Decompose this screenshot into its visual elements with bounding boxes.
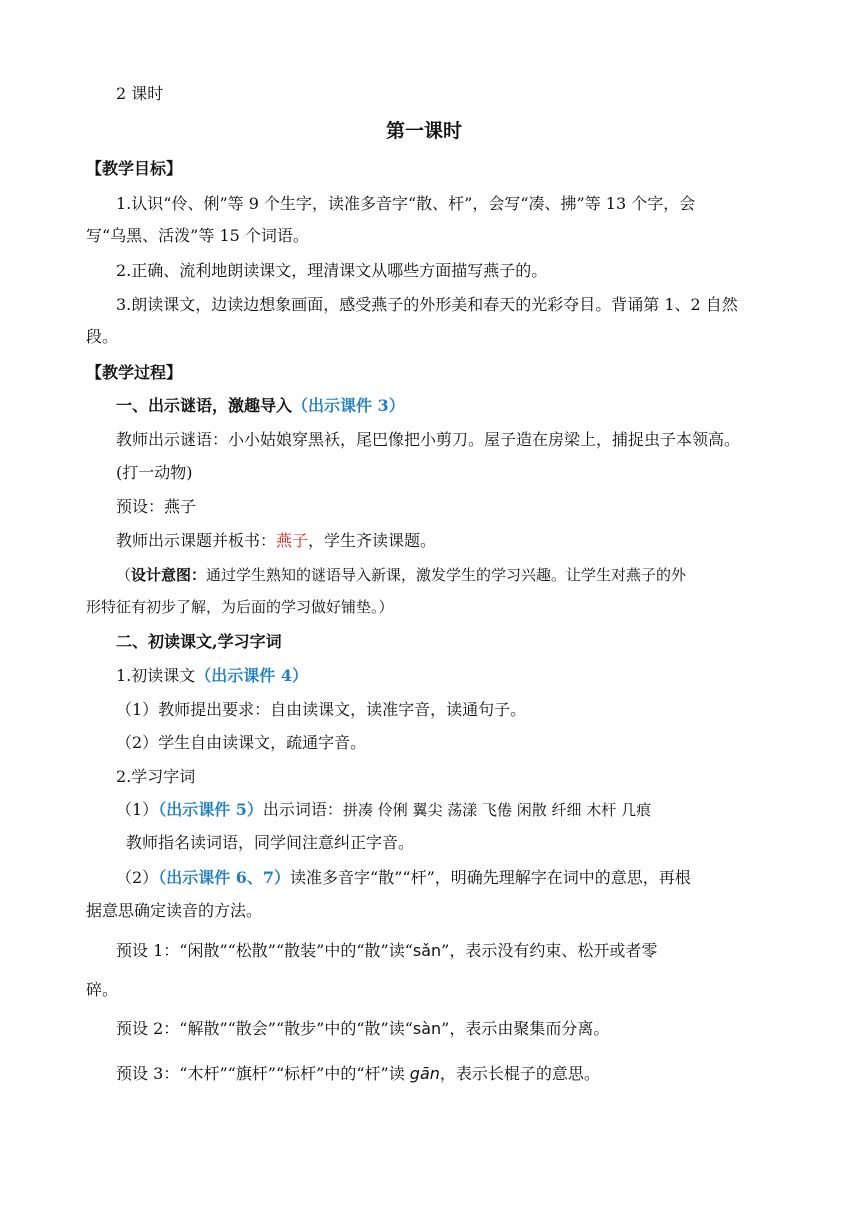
- word-follow-up: 教师指名读词语，同学间注意纠正字音。: [126, 833, 415, 852]
- first-reading-label: 1.初读课文: [116, 666, 196, 685]
- lesson-title: 第一课时: [386, 120, 463, 142]
- pinyin-gan1: gān: [409, 1064, 440, 1083]
- reading-item-1: （1）教师提出要求：自由读课文，读准字音，读通句子。: [116, 700, 527, 719]
- word-item-1-text: 出示词语：: [262, 800, 343, 819]
- goal-1-line-1: 1.认识“伶、俐”等 9 个生字，读准多音字“散、杆”，会写“凑、拂”等 13 个字，会: [116, 194, 696, 213]
- word-list: 拼凑 伶俐 翼尖 荡漾 飞倦 闲散 纤细 木杆 几痕: [342, 801, 652, 819]
- board-word: 燕子: [276, 531, 309, 550]
- goal-1-line-2: 写“乌黑、活泼”等 15 个词语。: [86, 226, 309, 245]
- first-reading: [116, 665, 308, 687]
- board-writing: [116, 530, 436, 552]
- preset-2-b: ”，表示由聚集而分离。: [441, 1019, 610, 1038]
- pinyin-san3: sǎn: [412, 941, 442, 960]
- preset-2-a: 预设 2：“解散”“散会”“散步”中的“散”读“: [116, 1019, 413, 1038]
- courseware-5-ref: （出示课件 5）: [158, 800, 263, 819]
- preset-1-a: 预设 1：“闲散”“松散”“散装”中的“散”读“: [116, 941, 413, 960]
- section-2-title: 二、初读课文,学习字词: [116, 632, 282, 651]
- preset-2: [116, 1018, 609, 1040]
- preset-1-line-2: 碎。: [86, 980, 119, 999]
- design-label: 设计意图：: [131, 566, 207, 584]
- section-1-title-text: 一、出示谜语，激趣导入: [116, 396, 293, 415]
- design-intent-line-1: [116, 564, 686, 586]
- polyphone-text-1: 读准多音字“散”“杆”，明确先理解字在词中的意思，再根: [290, 868, 691, 887]
- goal-3-line-2: 段。: [86, 327, 119, 346]
- riddle-line-1: 教师出示谜语：小小姑娘穿黑袄，尾巴像把小剪刀。屋子造在房梁上，捕捉虫子本领高。: [116, 430, 741, 449]
- pinyin-san4: sàn: [412, 1019, 442, 1038]
- polyphone-line-2: 据意思确定读音的方法。: [86, 901, 263, 920]
- polyphone-num: （2）: [116, 868, 159, 887]
- preset-3: [116, 1063, 600, 1085]
- preset-1-b: ”，表示没有约束、松开或者零: [441, 941, 658, 960]
- goal-2: 2.正确、流利地朗读课文，理清课文从哪些方面描写燕子的。: [116, 261, 548, 280]
- goal-3-line-1: 3.朗读课文，边读边想象画面，感受燕子的外形美和春天的光彩夺目。背诵第 1、2 自然: [116, 295, 738, 314]
- preset-3-a: 预设 3：“木杆”“旗杆”“标杆”中的“杆”读: [116, 1064, 410, 1083]
- courseware-3-ref: （出示课件 3）: [292, 396, 405, 415]
- process-heading: 【教学过程】: [86, 363, 183, 382]
- word-item-1-num: （1）: [116, 800, 159, 819]
- board-prefix: 教师出示课题并板书：: [116, 531, 277, 550]
- board-suffix: ，学生齐读课题。: [308, 531, 437, 550]
- word-item-1: [116, 799, 651, 821]
- courseware-4-ref: （出示课件 4）: [195, 666, 308, 685]
- section-1-title: [116, 395, 405, 417]
- design-open: （: [116, 566, 132, 584]
- courseware-6-7-ref: （出示课件 6、7）: [158, 868, 291, 887]
- polyphone-line-1: [116, 867, 691, 889]
- reading-item-2: （2）学生自由读课文，疏通字音。: [116, 733, 367, 752]
- preset-3-b: ，表示长棍子的意思。: [439, 1064, 600, 1083]
- design-text-1: 通过学生熟知的谜语导入新课，激发学生的学习兴趣。让学生对燕子的外: [206, 566, 687, 584]
- preset-1-line-1: [116, 940, 657, 962]
- riddle-line-2: (打一动物): [116, 463, 193, 482]
- preset-answer: 预设：燕子: [116, 497, 197, 516]
- goals-heading: 【教学目标】: [86, 159, 183, 178]
- design-intent-line-2: 形特征有初步了解，为后面的学习做好铺垫。）: [86, 598, 394, 616]
- class-duration: 2 课时: [116, 84, 164, 103]
- study-words-label: 2.学习字词: [116, 767, 196, 786]
